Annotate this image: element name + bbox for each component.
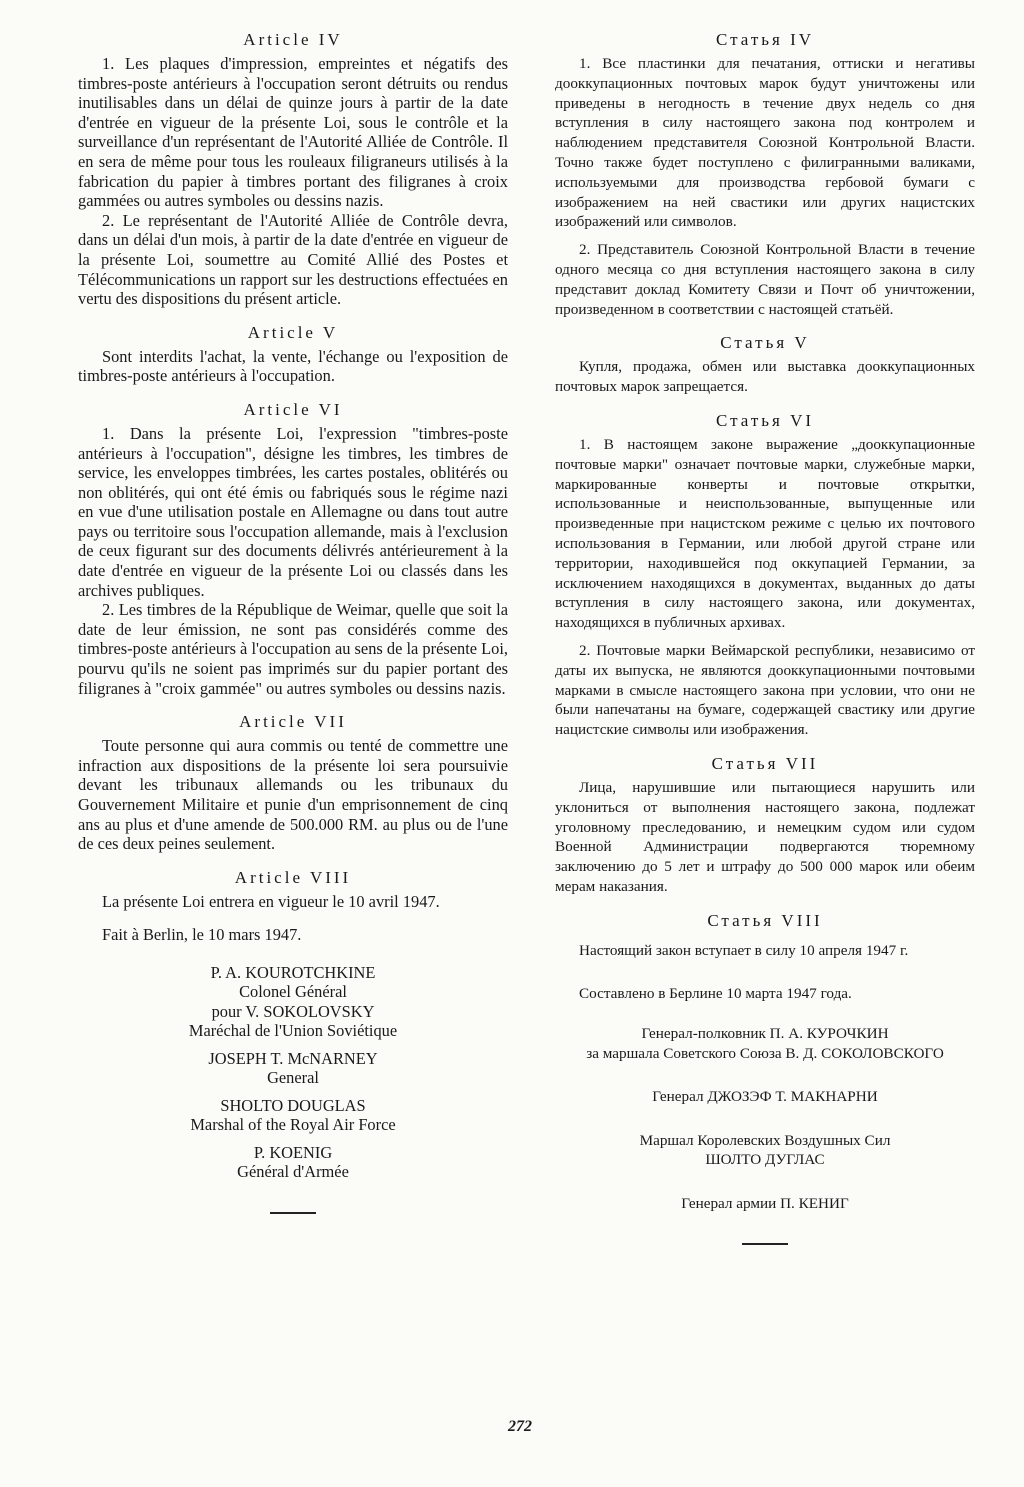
signatory-title: Marshal of the Royal Air Force — [190, 1115, 396, 1135]
signatory-title: Маршал Королевских Воздушных Сил — [639, 1131, 891, 1149]
article-7-paragraph-1: Toute personne qui aura commis ou tenté de commettre une infraction aux dispositions de la présente loi sera poursuivie devant les tribunaux allemands ou les tribunaux du Gouvernement Militaire et punie d'un emprisonnement de cinq ans au plus et d'une amende de 500.000 RM. au plus ou de l'une de ces deux peines seulement. — [78, 736, 508, 854]
article-7-paragraph-1: Лица, нарушившие или пытающиеся нарушить или уклониться от выполнения настоящего закона, подлежат уголовному преследованию, и немецким судом или судом Военной Администрации подвергаются тюремному заключению до 5 лет и штрафу до 500 000 марок или обеим мерам наказания. — [555, 778, 975, 895]
article-4-paragraph-2: 2. Представитель Союзной Контрольной Власти в течение одного месяца со дня вступления настоящего закона в силу представит доклад Комитету Связи и Почт об уничтожении, произведенном в соответствии с настоящей статьёй. — [555, 241, 975, 318]
article-7-heading: Article VII — [239, 712, 347, 732]
page-number: 272 — [508, 1418, 532, 1435]
closing-rule — [742, 1243, 788, 1245]
signatory-on-behalf: за маршала Советского Союза В. Д. СОКОЛОВСКОГО — [586, 1044, 944, 1062]
french-column — [78, 30, 508, 1214]
signatory-name: JOSEPH T. McNARNEY — [208, 1048, 378, 1068]
article-6-paragraph-1: 1. Dans la présente Loi, l'expression "timbres-poste antérieurs à l'occupation", désigne les timbres, les timbres de service, les enveloppes timbrées, les cartes postales, oblitérés ou non oblitérés, qui ont été émis ou fabriqués sous le régime nazi en vue d'une utilisation postale en Allemagne ou dans tout autre pays ou territoire sous l'occupation allemande, mais à l'exclusion de ceux figurant sur des documents délivrés antérieurement à la date d'entrée en vigueur de la présente Loi ou classés dans les archives publiques. — [78, 423, 508, 600]
signatory-title: Général d'Armée — [237, 1162, 349, 1182]
article-6-paragraph-2: 2. Les timbres de la République de Weimar, quelle que soit la date de leur émission, ne sont pas considérés comme des timbres-poste antérieurs à l'occupation au sens de la présente Loi, pourvu qu'ils ne soient pas imprimés sur du papier portant des filigranes à "croix gammée" ou autres symboles ou dessins nazis. — [78, 600, 508, 698]
signature-block — [555, 1024, 975, 1213]
article-4-paragraph-2: 2. Le représentant de l'Autorité Alliée de Contrôle devra, dans un délai d'un mois, à partir de la date d'entrée en vigueur de la présente Loi, soumettre au Comité Allié des Postes et Télécommunications un rapport sur les destructions effectuées en vertu des dispositions du présent article. — [78, 210, 508, 309]
article-8-heading: Статья VIII — [707, 910, 823, 930]
signatory-name: ШОЛТО ДУГЛАС — [705, 1151, 825, 1169]
article-6-paragraph-2: 2. Почтовые марки Веймарской республики, независимо от даты их выпуска, не являются дооккупационными почтовыми марками в смысле настоящего закона при условии, что они не были напечатаны на бумаге, содержащей свастику или другие нацистские символы или изображения. — [555, 641, 975, 739]
signatory-name: P. KOENIG — [253, 1142, 333, 1162]
done-at-line: Составлено в Берлине 10 марта 1947 года. — [579, 985, 852, 1003]
signatory-title: Colonel Général — [239, 982, 347, 1002]
signatory-title: Maréchal de l'Union Soviétique — [188, 1021, 398, 1041]
article-5-paragraph-1: Купля, продажа, обмен или выставка дооккупационных почтовых марок запрещается. — [555, 358, 975, 396]
signatory-name: Генерал ДЖОЗЭФ Т. МАКНАРНИ — [652, 1088, 878, 1106]
signature-block — [78, 963, 508, 1182]
article-8-paragraph-1: Настоящий закон вступает в силу 10 апреля 1947 г. — [579, 941, 909, 959]
signatory-title: General — [267, 1068, 319, 1088]
signatory-name: Генерал-полковник П. А. КУРОЧКИН — [641, 1025, 889, 1043]
article-5-heading: Article V — [247, 322, 339, 342]
article-6-heading: Article VI — [243, 399, 343, 419]
closing-rule — [270, 1212, 316, 1214]
signatory-on-behalf: pour V. SOKOLOVSKY — [211, 1001, 375, 1021]
signatory-name: Генерал армии П. КЕНИГ — [681, 1194, 849, 1212]
article-6-heading: Статья VI — [715, 410, 815, 430]
article-6-paragraph-1: 1. В настоящем законе выражение „дооккупационные почтовые марки" означает почтовые марки, служебные марки, маркированные конверты и почтовые открытки, использованные и неиспользованные, выпущенные или произведенные при нацистском режиме с целью их почтового использования в Германии, или любой другой стране или территории, находившейся под оккупацией Германии, за исключением находящихся в документах, выданных до даты вступления в силу настоящего закона, или документах, находящихся в публичных архивах. — [555, 435, 975, 632]
russian-column — [555, 30, 975, 1245]
signatory-name: P. A. KOUROTCHKINE — [210, 962, 376, 982]
article-8-paragraph-1: La présente Loi entrera en vigueur le 10 avril 1947. — [102, 891, 440, 911]
done-at-line: Fait à Berlin, le 10 mars 1947. — [102, 925, 302, 945]
article-4-heading: Article IV — [243, 30, 343, 49]
signatory-name: SHOLTO DOUGLAS — [220, 1095, 366, 1115]
article-4-paragraph-1: 1. Les plaques d'impression, empreintes et négatifs des timbres-poste antérieurs à l'occupation seront détruits ou rendus inutilisables dans un délai de quinze jours à partir de la date d'entrée en vigueur de la présente Loi, sous le contrôle et la surveillance d'un représentant de l'Autorité Alliée de Contrôle. Il en sera de même pour tous les rouleaux filigraneurs utilisés à la fabrication du papier à timbres portant des filigranes à croix gammées ou autres symboles ou dessins nazis. — [78, 54, 508, 211]
article-5-paragraph-1: Sont interdits l'achat, la vente, l'échange ou l'exposition de timbres-poste antérieurs à l'occupation. — [78, 346, 508, 386]
article-8-heading: Article VIII — [234, 867, 352, 887]
article-7-heading: Статья VII — [711, 753, 819, 773]
article-4-heading: Статья IV — [715, 30, 815, 49]
article-4-paragraph-1: 1. Все пластинки для печатания, оттиски и негативы дооккупационных почтовых марок будут уничтожены или приведены в негодность в течение двух недель со дня вступления в силу настоящего закона под контролем и наблюдением представителя Союзной Контрольной Власти. Точно также будет поступлено с филигранными валиками, используемыми для производства гербовой бумаги с изображением на ней свастики или других нацистских изображений или символов. — [555, 55, 975, 231]
article-5-heading: Статья V — [720, 333, 810, 353]
